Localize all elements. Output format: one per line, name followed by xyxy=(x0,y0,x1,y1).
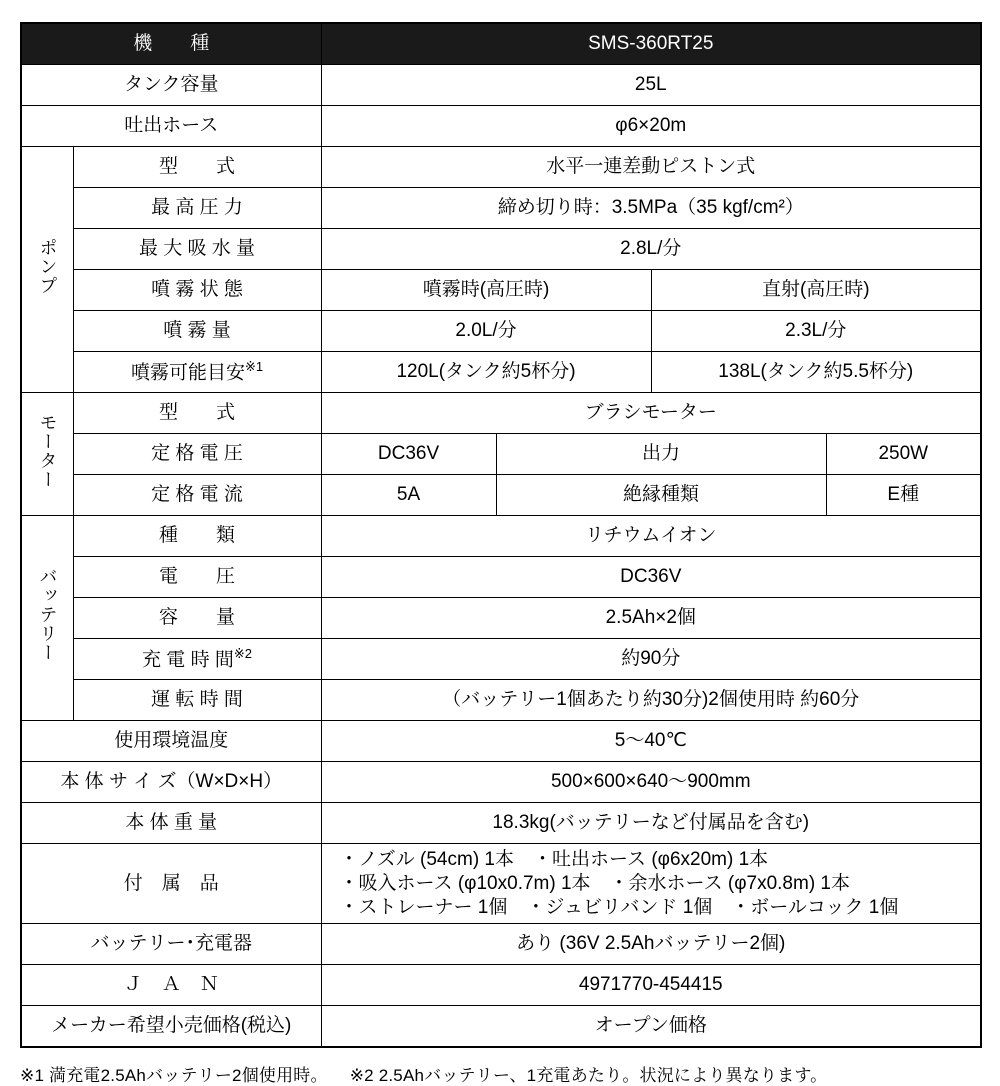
table-row xyxy=(21,924,981,965)
battery-runtime-value: （バッテリー1個あたり約30分)2個使用時 約60分 xyxy=(321,680,981,721)
battery-charger-label: バッテリー･充電器 xyxy=(21,924,321,965)
table-row xyxy=(21,23,981,65)
table-row xyxy=(21,147,981,188)
tank-capacity-label: タンク容量 xyxy=(21,65,321,106)
battery-charge-note: ※2 xyxy=(233,645,252,661)
battery-kind-value: リチウムイオン xyxy=(321,516,981,557)
table-row xyxy=(21,557,981,598)
battery-voltage-value: DC36V xyxy=(321,557,981,598)
body-weight-value: 18.3kg(バッテリーなど付属品を含む) xyxy=(321,803,981,844)
pump-spraycapacity-label xyxy=(73,352,321,393)
header-model: SMS-360RT25 xyxy=(321,23,981,65)
operating-temperature-value: 5〜40℃ xyxy=(321,721,981,762)
table-row xyxy=(21,229,981,270)
motor-voltage-label: 定 格 電 圧 xyxy=(73,434,321,475)
table-row xyxy=(21,803,981,844)
table-row xyxy=(21,393,981,434)
pump-spraycapacity-value-b: 138L(タンク約5.5杯分) xyxy=(651,352,981,393)
pump-maxsuction-label: 最 大 吸 水 量 xyxy=(73,229,321,270)
pump-type-label: 型 式 xyxy=(73,147,321,188)
tank-capacity-value: 25L xyxy=(321,65,981,106)
price-value: オープン価格 xyxy=(321,1006,981,1048)
motor-output-label: 出力 xyxy=(496,434,826,475)
motor-insulation-label: 絶縁種類 xyxy=(496,475,826,516)
pump-spraystate-label: 噴 霧 状 態 xyxy=(73,270,321,311)
pump-spraycapacity-note: ※1 xyxy=(244,358,264,374)
battery-kind-label: 種 類 xyxy=(73,516,321,557)
table-row xyxy=(21,639,981,680)
motor-type-label: 型 式 xyxy=(73,393,321,434)
table-row xyxy=(21,434,981,475)
motor-output-value: 250W xyxy=(826,434,981,475)
table-row xyxy=(21,65,981,106)
table-row xyxy=(21,311,981,352)
discharge-hose-value: φ6×20m xyxy=(321,106,981,147)
pump-sprayamount-value-b: 2.3L/分 xyxy=(651,311,981,352)
accessories-label: 付 属 品 xyxy=(21,844,321,924)
accessories-line: ・ストレーナー 1個 ・ジュビリバンド 1個 ・ボールコック 1個 xyxy=(339,896,899,918)
group-pump-label: ポンプ xyxy=(37,237,58,295)
pump-type-value: 水平一連差動ピストン式 xyxy=(321,147,981,188)
battery-charge-label xyxy=(73,639,321,680)
jan-label: Ｊ Ａ Ｎ xyxy=(21,965,321,1006)
battery-voltage-label: 電 圧 xyxy=(73,557,321,598)
motor-insulation-value: E種 xyxy=(826,475,981,516)
table-row xyxy=(21,516,981,557)
pump-spraycapacity-value-a: 120L(タンク約5杯分) xyxy=(321,352,651,393)
table-row xyxy=(21,352,981,393)
table-row xyxy=(21,598,981,639)
battery-capacity-label: 容 量 xyxy=(73,598,321,639)
motor-voltage-value: DC36V xyxy=(321,434,496,475)
table-row xyxy=(21,270,981,311)
pump-spraystate-value-b: 直射(高圧時) xyxy=(651,270,981,311)
motor-type-value: ブラシモーター xyxy=(321,393,981,434)
motor-current-value: 5A xyxy=(321,475,496,516)
operating-temperature-label: 使用環境温度 xyxy=(21,721,321,762)
header-label: 機 種 xyxy=(21,23,321,65)
body-size-value: 500×600×640〜900mm xyxy=(321,762,981,803)
accessories-line: ・ノズル (54cm) 1本 ・吐出ホース (φ6x20m) 1本 xyxy=(339,849,769,870)
table-row xyxy=(21,680,981,721)
battery-charge-label-text: 充 電 時 間 xyxy=(142,649,234,671)
pump-spraystate-value-a: 噴霧時(高圧時) xyxy=(321,270,651,311)
price-label: メーカー希望小売価格(税込) xyxy=(21,1006,321,1048)
table-row xyxy=(21,721,981,762)
pump-sprayamount-value-a: 2.0L/分 xyxy=(321,311,651,352)
group-battery-label: バッテリー xyxy=(37,567,58,663)
group-pump xyxy=(21,147,73,393)
table-row xyxy=(21,475,981,516)
table-row xyxy=(21,844,981,924)
body-weight-label: 本 体 重 量 xyxy=(21,803,321,844)
specification-table xyxy=(20,22,982,1048)
battery-capacity-value: 2.5Ah×2個 xyxy=(321,598,981,639)
group-motor-label: モーター xyxy=(37,412,58,489)
accessories-line: ・吸入ホース (φ10x0.7m) 1本 ・余水ホース (φ7x0.8m) 1本 xyxy=(339,872,850,894)
pump-maxpressure-value: 締め切り時：3.5MPa（35 kgf/cm²） xyxy=(321,188,981,229)
footnote-2: ※2 2.5Ahバッテリー、1充電あたり。状況により異なります。 xyxy=(349,1066,828,1086)
table-row xyxy=(21,188,981,229)
table-row xyxy=(21,762,981,803)
accessories-value xyxy=(321,844,981,924)
motor-current-label: 定 格 電 流 xyxy=(73,475,321,516)
table-row xyxy=(21,106,981,147)
discharge-hose-label: 吐出ホース xyxy=(21,106,321,147)
group-motor xyxy=(21,393,73,516)
battery-charger-value: あり (36V 2.5Ahバッテリー2個) xyxy=(321,924,981,965)
body-size-label: 本 体 サ イ ズ（W×D×H） xyxy=(21,762,321,803)
group-battery xyxy=(21,516,73,721)
footnote-1: ※1 満充電2.5Ahバッテリー2個使用時。 xyxy=(20,1066,328,1086)
pump-maxsuction-value: 2.8L/分 xyxy=(321,229,981,270)
pump-maxpressure-label: 最 高 圧 力 xyxy=(73,188,321,229)
table-row xyxy=(21,1006,981,1048)
battery-charge-value: 約90分 xyxy=(321,639,981,680)
pump-spraycapacity-label-text: 噴霧可能目安 xyxy=(130,362,245,384)
battery-runtime-label: 運 転 時 間 xyxy=(73,680,321,721)
jan-value: 4971770-454415 xyxy=(321,965,981,1006)
pump-sprayamount-label: 噴 霧 量 xyxy=(73,311,321,352)
footnotes xyxy=(20,1061,980,1086)
